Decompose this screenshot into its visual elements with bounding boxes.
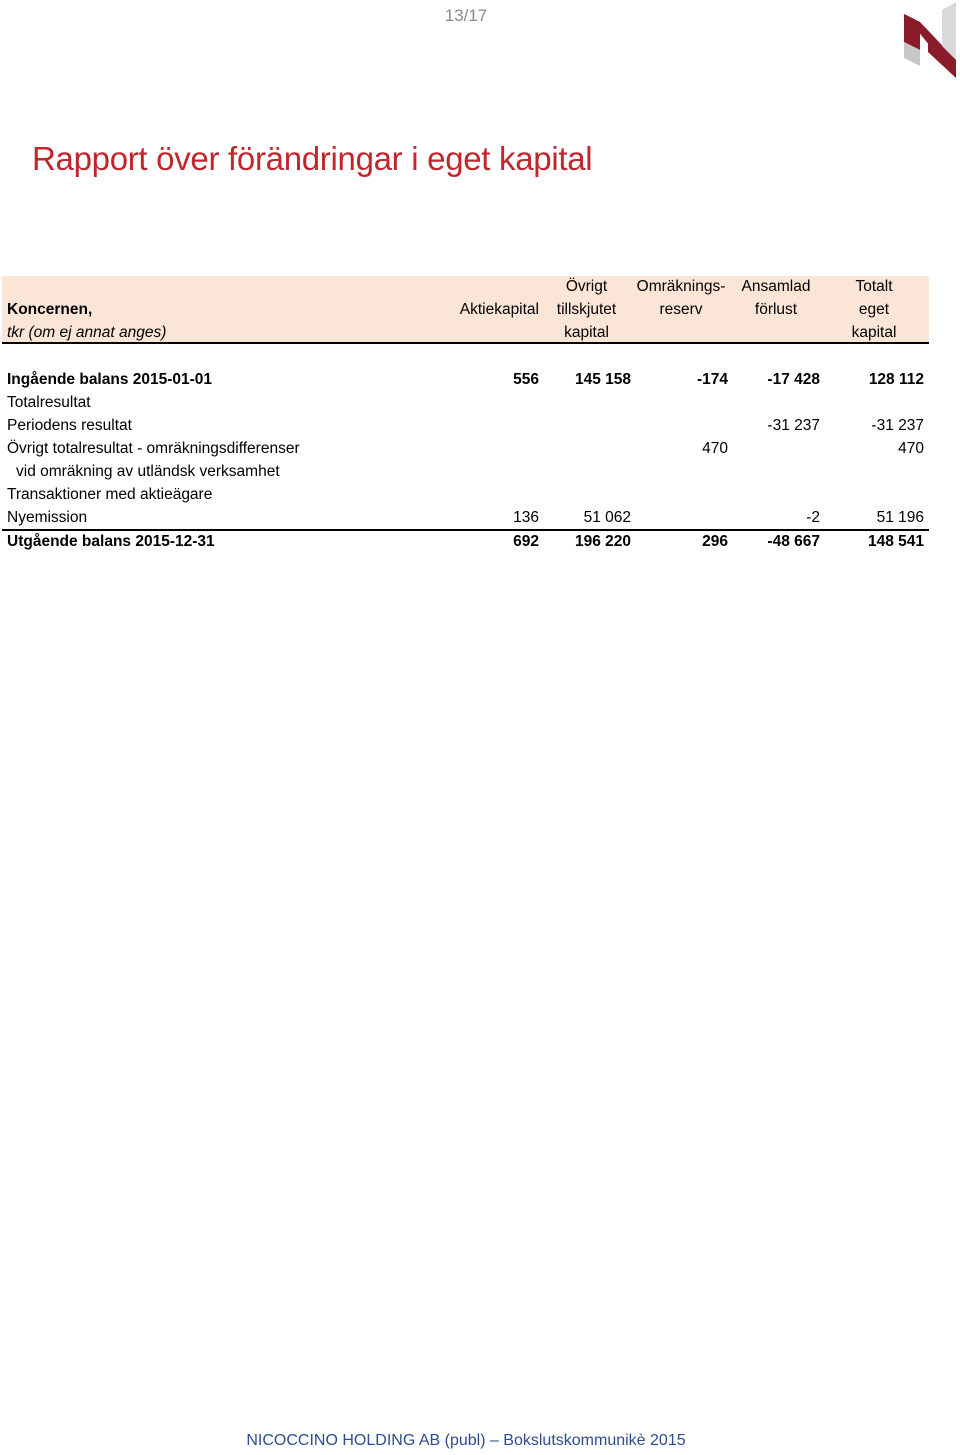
- table-row-transaktioner: [2, 483, 929, 506]
- cell-ovrigt-tillskjutet: 51 062: [583, 509, 631, 526]
- table-row-omrakning-continuation: [2, 460, 929, 483]
- header-totalt-line3: kapital: [851, 324, 897, 341]
- cell-ansamlad-forlust: -17 428: [767, 371, 820, 388]
- cell-omrakningsreserv: -174: [696, 371, 728, 388]
- row-label: Periodens resultat: [7, 417, 132, 434]
- header-group-label: Koncernen,: [7, 301, 93, 318]
- cell-omrakningsreserv: 296: [702, 533, 728, 550]
- page-footer: NICOCCINO HOLDING AB (publ) – Bokslutskommunikè 2015: [246, 1432, 686, 1449]
- header-ansamlad-line2: förlust: [754, 301, 798, 318]
- header-omrakning-line2: reserv: [659, 301, 703, 318]
- row-label: Ingående balans 2015-01-01: [7, 371, 213, 388]
- cell-totalt: 51 196: [876, 509, 924, 526]
- table-row-totalresultat: [2, 391, 929, 414]
- equity-changes-table: [2, 276, 929, 552]
- row-label: Totalresultat: [7, 394, 91, 411]
- cell-aktiekapital: 692: [513, 533, 539, 550]
- cell-totalt: 128 112: [868, 371, 924, 388]
- table-row-periodens-resultat: [2, 414, 929, 437]
- page-title: Rapport över förändringar i eget kapital: [32, 140, 593, 177]
- page-number: 13/17: [444, 6, 488, 25]
- cell-ansamlad-forlust: -48 667: [767, 533, 820, 550]
- header-omrakning-line1: Omräknings-: [636, 278, 726, 295]
- header-ovrigt-line3: kapital: [564, 324, 609, 341]
- row-label: Transaktioner med aktieägare: [7, 486, 213, 503]
- cell-ansamlad-forlust: -2: [806, 509, 820, 526]
- table-header: [2, 276, 929, 344]
- header-ovrigt-line2: tillskjutet: [556, 301, 617, 318]
- table-row-opening-balance: [2, 368, 929, 391]
- cell-ovrigt-tillskjutet: 145 158: [574, 371, 631, 388]
- row-label: Nyemission: [7, 509, 88, 526]
- header-ovrigt-line1: Övrigt: [565, 278, 608, 295]
- header-totalt-line2: eget: [858, 301, 890, 318]
- cell-ovrigt-tillskjutet: 196 220: [574, 533, 631, 550]
- cell-aktiekapital: 136: [513, 509, 539, 526]
- row-label: vid omräkning av utländsk verksamhet: [16, 463, 280, 480]
- cell-totalt: -31 237: [871, 417, 924, 434]
- header-aktiekapital: Aktiekapital: [459, 301, 539, 318]
- cell-omrakningsreserv: 470: [702, 440, 728, 457]
- table-row-ovrigt-totalresultat: [2, 437, 929, 460]
- table-row-nyemission: [2, 506, 929, 529]
- table-body: [2, 368, 929, 552]
- row-label: Övrigt totalresultat - omräkningsdifferenser: [7, 440, 300, 457]
- row-label: Utgående balans 2015-12-31: [7, 533, 215, 550]
- header-unit-label: tkr (om ej annat anges): [7, 324, 167, 341]
- header-ansamlad-line1: Ansamlad: [741, 278, 811, 295]
- cell-totalt: 148 541: [867, 533, 924, 550]
- company-logo: [898, 2, 958, 94]
- header-totalt-line1: Totalt: [855, 278, 893, 295]
- cell-ansamlad-forlust: -31 237: [767, 417, 820, 434]
- table-row-closing-balance: [2, 529, 929, 552]
- cell-totalt: 470: [898, 440, 924, 457]
- cell-aktiekapital: 556: [513, 371, 539, 388]
